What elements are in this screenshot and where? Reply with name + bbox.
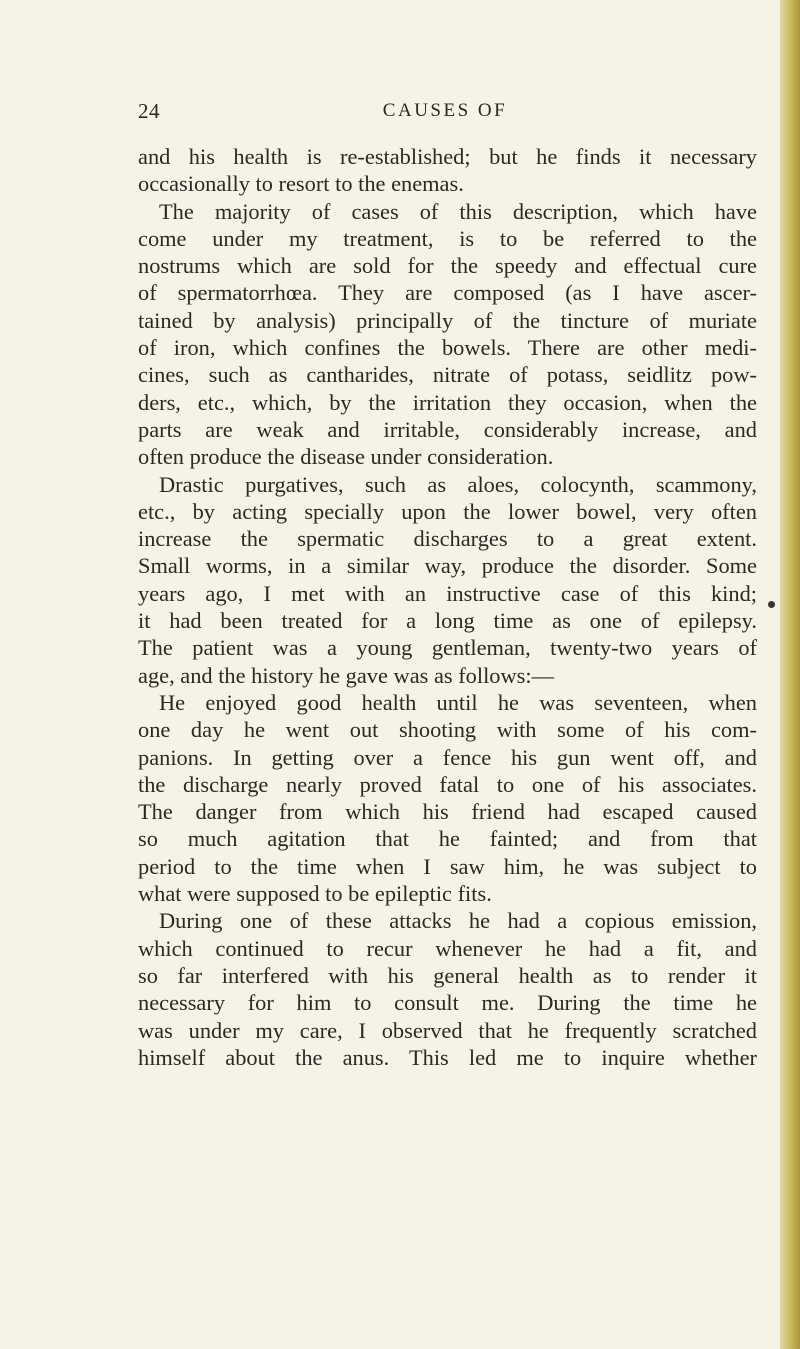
running-head: CAUSES OF xyxy=(382,100,508,121)
text-line: was under my care, I observed that he frequently scratched xyxy=(138,1017,757,1043)
text-line: so much agitation that he fainted; and from that xyxy=(138,826,757,852)
page-edge-shadow xyxy=(780,0,800,1349)
text-line: etc., by acting specially upon the lower bowel, very often xyxy=(138,498,757,524)
text-line: and his health is re-established; but he finds it necessary xyxy=(138,144,757,169)
text-line: what were supposed to be epileptic fits. xyxy=(138,881,492,907)
text-line: come under my treatment, is to be referred to the xyxy=(138,225,757,251)
text-line: of iron, which confines the bowels. There are other medi- xyxy=(138,335,757,361)
text-line: Small worms, in a similar way, produce the disorder. Some xyxy=(138,553,757,579)
text-line: necessary for him to consult me. During the time he xyxy=(138,990,757,1016)
text-line: the discharge nearly proved fatal to one of his associates. xyxy=(138,771,757,797)
text-line: The danger from which his friend had escaped caused xyxy=(138,799,757,825)
ink-speck xyxy=(768,601,775,608)
text-line: ders, etc., which, by the irritation they occasion, when the xyxy=(138,389,757,415)
text-line: period to the time when I saw him, he was subject to xyxy=(138,853,757,879)
text-line: The majority of cases of this description, which have xyxy=(159,198,757,224)
text-line: so far interfered with his general health as to render it xyxy=(138,962,757,988)
text-line: During one of these attacks he had a copious emission, xyxy=(159,908,757,934)
text-line: of spermatorrhœa. They are composed (as I have ascer- xyxy=(138,280,757,306)
text-line: He enjoyed good health until he was seventeen, when xyxy=(159,689,757,715)
text-line: which continued to recur whenever he had a fit, and xyxy=(138,935,757,961)
text-line: it had been treated for a long time as one of epilepsy. xyxy=(138,608,757,634)
text-line: tained by analysis) principally of the tincture of muriate xyxy=(138,307,757,333)
page-header xyxy=(135,99,755,129)
text-line: often produce the disease under consideration. xyxy=(138,444,554,470)
text-line: years ago, I met with an instructive case of this kind; xyxy=(138,580,757,606)
text-line: occasionally to resort to the enemas. xyxy=(138,171,464,197)
text-line: one day he went out shooting with some of his com- xyxy=(138,717,757,743)
text-line: increase the spermatic discharges to a great extent. xyxy=(138,526,757,552)
text-line: age, and the history he gave was as follows:— xyxy=(138,662,554,688)
body-text xyxy=(138,143,757,1071)
text-line: cines, such as cantharides, nitrate of potass, seidlitz pow- xyxy=(138,362,757,388)
text-line: The patient was a young gentleman, twenty-two years of xyxy=(138,635,757,661)
text-line: parts are weak and irritable, considerably increase, and xyxy=(138,416,757,442)
text-line: panions. In getting over a fence his gun went off, and xyxy=(138,744,757,770)
text-line: Drastic purgatives, such as aloes, colocynth, scammony, xyxy=(159,471,757,497)
text-line: nostrums which are sold for the speedy and effectual cure xyxy=(138,253,757,279)
text-line: himself about the anus. This led me to inquire whether xyxy=(138,1044,757,1070)
page-number: 24 xyxy=(138,99,160,123)
